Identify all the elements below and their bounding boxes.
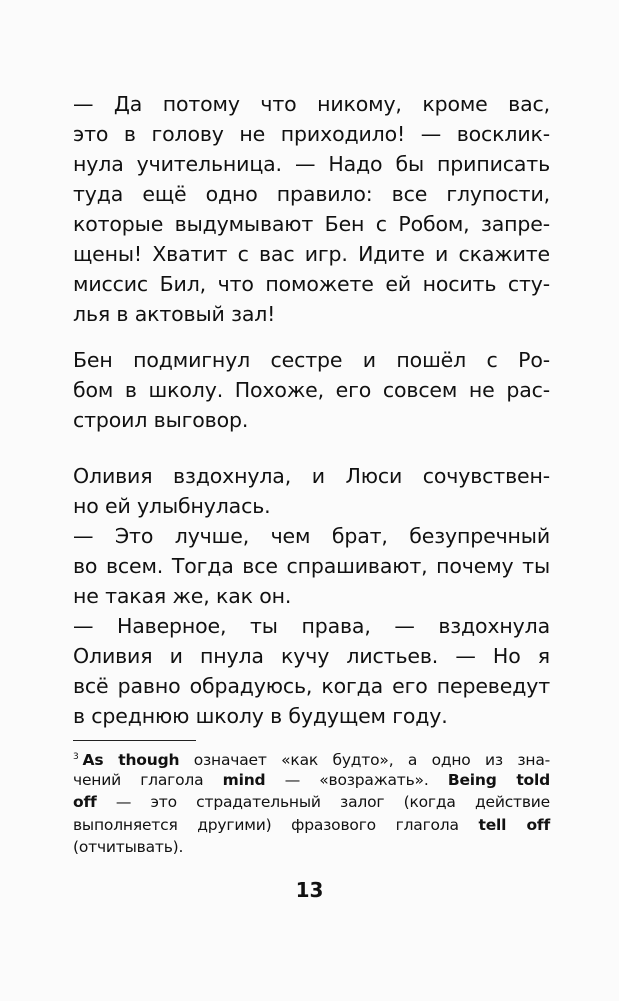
text-line: — Наверное, ты права, — вздохнула <box>73 614 550 638</box>
footnote-text: — это страдательный залог (когда действие <box>96 793 550 811</box>
footnote-text: — «возражать». <box>265 770 448 789</box>
text-line: которые выдумывают Бен с Робом, запре- <box>73 212 550 236</box>
text-line: но ей улыбнулась. <box>73 494 271 518</box>
text-line: в среднюю школу в будущем году. <box>73 704 448 728</box>
footnote-term: tell off <box>478 815 550 834</box>
footnote-term: off <box>73 793 97 811</box>
text-line: не такая же, как он. <box>73 584 292 608</box>
text-line: — Это лучше, чем брат, безупречный <box>73 524 550 548</box>
footnote-text: означает «как будто», а одно из зна- <box>179 751 551 769</box>
footnote <box>73 746 550 859</box>
text-line: щены! Хватит с вас игр. Идите и скажите <box>73 242 550 266</box>
text-line: во всем. Тогда все спрашивают, почему ты <box>73 554 550 578</box>
footnote-text: чений глагола <box>73 770 223 789</box>
footnote-text: (отчитывать). <box>73 838 184 856</box>
text-line: это в голову не приходило! — восклик- <box>73 122 550 146</box>
text-line: всё равно обрадуюсь, когда его переведут <box>73 674 550 698</box>
footnote-text: выполняется другими) фразового глагола <box>73 815 479 834</box>
page-number: 13 <box>295 878 324 902</box>
text-line: нула учительница. — Надо бы приписать <box>73 152 550 176</box>
paragraph-ben-winks <box>73 345 550 435</box>
text-line: строил выговор. <box>73 408 249 432</box>
text-line: Оливия и пнула кучу листьев. — Но я <box>73 644 550 668</box>
footnote-line <box>73 746 550 769</box>
footnote-line <box>73 836 550 859</box>
footnote-term: As though <box>82 751 180 769</box>
footnote-line <box>73 769 550 792</box>
paragraph-olivia-sighs <box>73 461 550 731</box>
text-line: Бен подмигнул сестре и пошёл с Ро- <box>73 348 550 372</box>
paragraph-teacher-exclaims <box>73 89 550 329</box>
footnote-term: mind <box>222 770 266 789</box>
text-line: миссис Бил, что поможете ей носить сту- <box>73 272 550 296</box>
text-line: лья в актовый зал! <box>73 302 276 326</box>
footnote-term: Being told <box>447 770 550 789</box>
text-line: Оливия вздохнула, и Люси сочувствен- <box>73 464 550 488</box>
footnote-line <box>73 791 550 814</box>
text-line: — Да потому что никому, кроме вас, <box>73 92 550 116</box>
text-line: бом в школу. Похоже, его совсем не рас- <box>73 378 550 402</box>
text-line: туда ещё одно правило: все глупости, <box>73 182 550 206</box>
footnote-number: 3 <box>73 752 79 762</box>
footnote-line <box>73 814 550 837</box>
footnote-divider <box>73 740 196 741</box>
